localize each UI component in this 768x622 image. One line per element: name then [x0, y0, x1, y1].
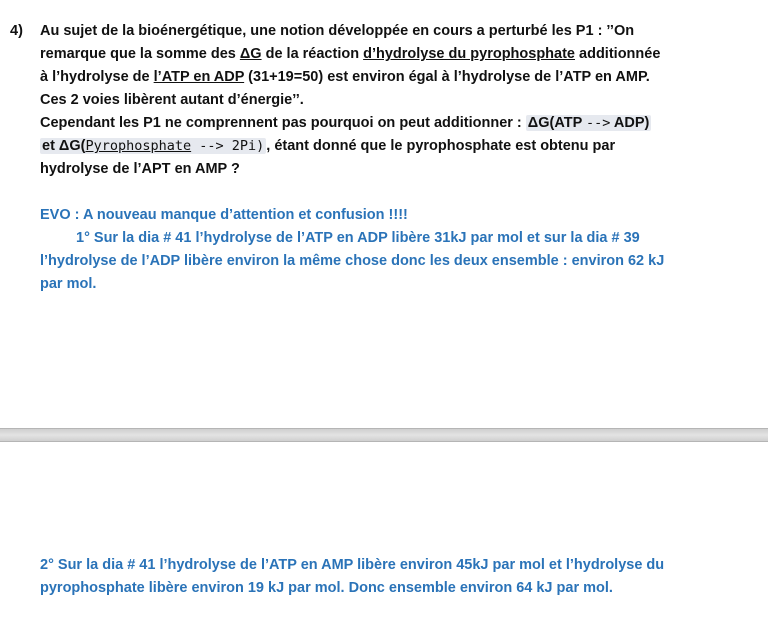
- question-line-1: Au sujet de la bioénergétique, une notion développée en cours a perturbé les P1 : ’’On: [40, 23, 635, 39]
- pyrophosphate-hydrolysis-term: d’hydrolyse du pyrophosphate: [363, 46, 575, 62]
- question-line-6: et ΔG(Pyrophosphate --> 2Pi) , étant donné que le pyrophosphate est obtenu par: [42, 138, 616, 154]
- answer-point-2-line-1: 2° Sur la dia # 41 l’hydrolyse de l’ATP en AMP libère environ 45kJ par mol et l’hydrolyse du: [40, 557, 665, 573]
- answer-line-3: par mol.: [40, 276, 97, 292]
- question-line-3: à l’hydrolyse de l’ATP en ADP (31+19=50) est environ égal à l’hydrolyse de l’ATP en AMP.: [40, 69, 650, 85]
- answer-heading: EVO : A nouveau manque d’attention et confusion !!!!: [40, 207, 408, 223]
- question-line-5: Cependant les P1 ne comprennent pas pourquoi on peut additionner : ΔG(ATP --> ADP): [40, 115, 650, 131]
- atp-adp-term: l’ATP en ADP: [153, 69, 245, 85]
- delta-g-term: ΔG: [239, 46, 262, 62]
- delta-g-atp-adp-expression: ΔG(ATP --> ADP): [527, 115, 650, 131]
- question-line-7: hydrolyse de l’APT en AMP ?: [40, 161, 240, 177]
- answer-line-2: l’hydrolyse de l’ADP libère environ la même chose donc les deux ensemble : environ 62 kJ: [40, 253, 665, 269]
- answer-line-1: 1° Sur la dia # 41 l’hydrolyse de l’ATP en ADP libère 31kJ par mol et sur la dia # 39: [76, 230, 640, 246]
- question-line-2: remarque que la somme des ΔG de la réaction d’hydrolyse du pyrophosphate additionnée: [40, 46, 661, 62]
- question-number: 4): [10, 23, 23, 39]
- answer-point-2-line-2: pyrophosphate libère environ 19 kJ par mol. Donc ensemble environ 64 kJ par mol.: [40, 580, 613, 596]
- page-separator: [0, 428, 768, 442]
- delta-g-pyrophosphate-expression: et ΔG(Pyrophosphate --> 2Pi): [42, 138, 265, 154]
- question-line-4: Ces 2 voies libèrent autant d’énergie’’.: [40, 92, 304, 108]
- document-page-2: [0, 442, 768, 622]
